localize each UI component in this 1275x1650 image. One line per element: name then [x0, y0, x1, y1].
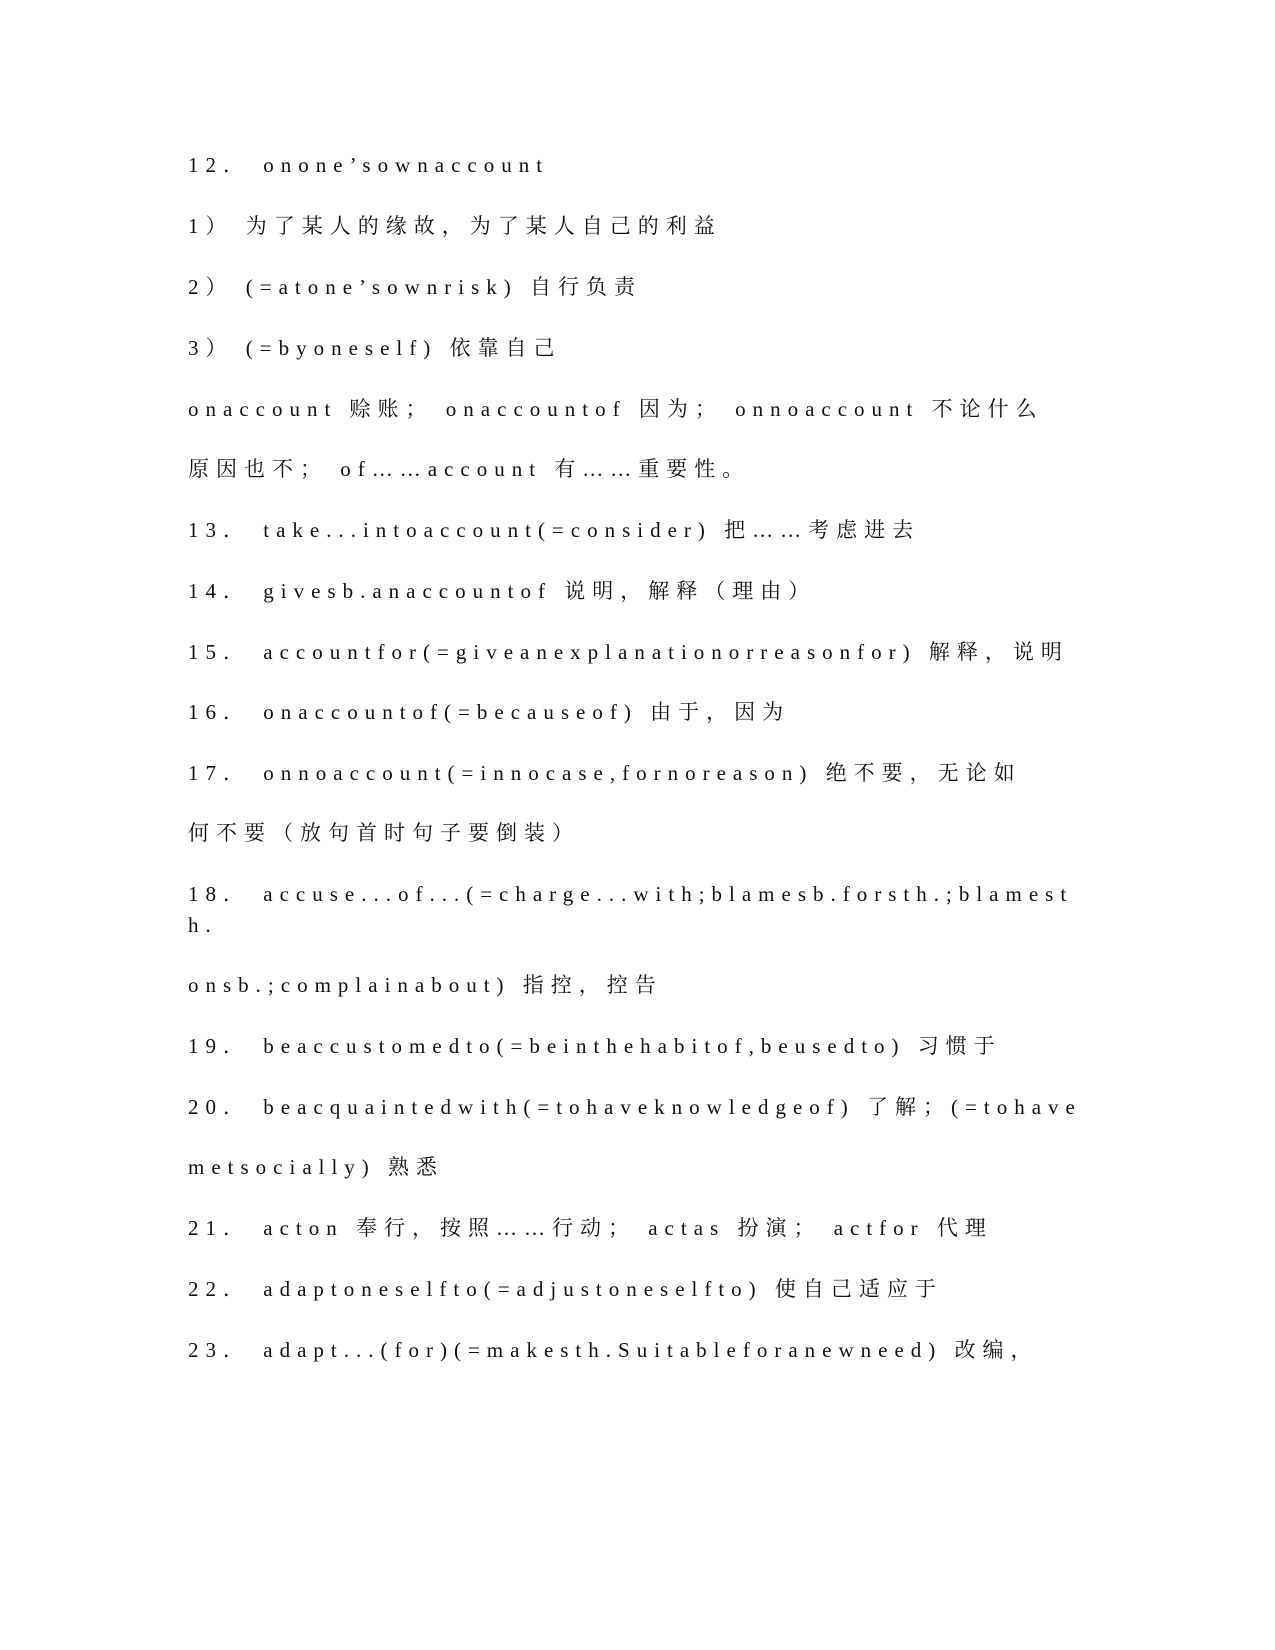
entry-line: onsb.;complainabout) 指控，控告 — [188, 973, 663, 997]
entry-line: 2） (=atone’sownrisk) 自行负责 — [188, 275, 642, 299]
entry-line: onaccount 赊账； onaccountof 因为； onnoaccount 不论什么 — [188, 397, 1044, 421]
document-body — [188, 150, 1098, 1396]
entry-line: 22． adaptoneselfto(=adjustoneselfto) 使自己适应于 — [188, 1277, 943, 1301]
entry-line: 3） (=byoneself) 依靠自己 — [188, 336, 562, 360]
entry-line: 21． acton 奉行，按照……行动； actas 扮演； actfor 代理 — [188, 1216, 993, 1240]
entry-line: 14． givesb.anaccountof 说明，解释（理由） — [188, 579, 817, 603]
entry-line: 19． beaccustomedto(=beinthehabitof,beusedto) 习惯于 — [188, 1034, 1002, 1058]
entry-line: 16． onaccountof(=becauseof) 由于，因为 — [188, 700, 791, 724]
entry-line: 1） 为了某人的缘故，为了某人自己的利益 — [188, 214, 722, 238]
entry-line: 原因也不； of……account 有……重要性。 — [188, 457, 751, 481]
entry-line: 12． onone’sownaccount — [188, 153, 550, 177]
entry-line: 20． beacquaintedwith(=tohaveknowledgeof) 了解；(=tohave — [188, 1095, 1082, 1119]
entry-line: 何不要（放句首时句子要倒装） — [188, 821, 580, 845]
entry-line: 17． onnoaccount(=innocase,fornoreason) 绝不要，无论如 — [188, 761, 1022, 785]
entry-line: 13． take...intoaccount(=consider) 把……考虑进去 — [188, 518, 921, 542]
entry-line: 23． adapt...(for)(=makesth.Suitableforanewneed) 改编， — [188, 1338, 1039, 1362]
entry-line: 15． accountfor(=giveanexplanationorreasonfor) 解释，说明 — [188, 640, 1069, 664]
entry-line: metsocially) 熟悉 — [188, 1155, 445, 1179]
entry-line: 18． accuse...of...(=charge...with;blamesb.forsth.;blamesth. — [188, 882, 1074, 937]
